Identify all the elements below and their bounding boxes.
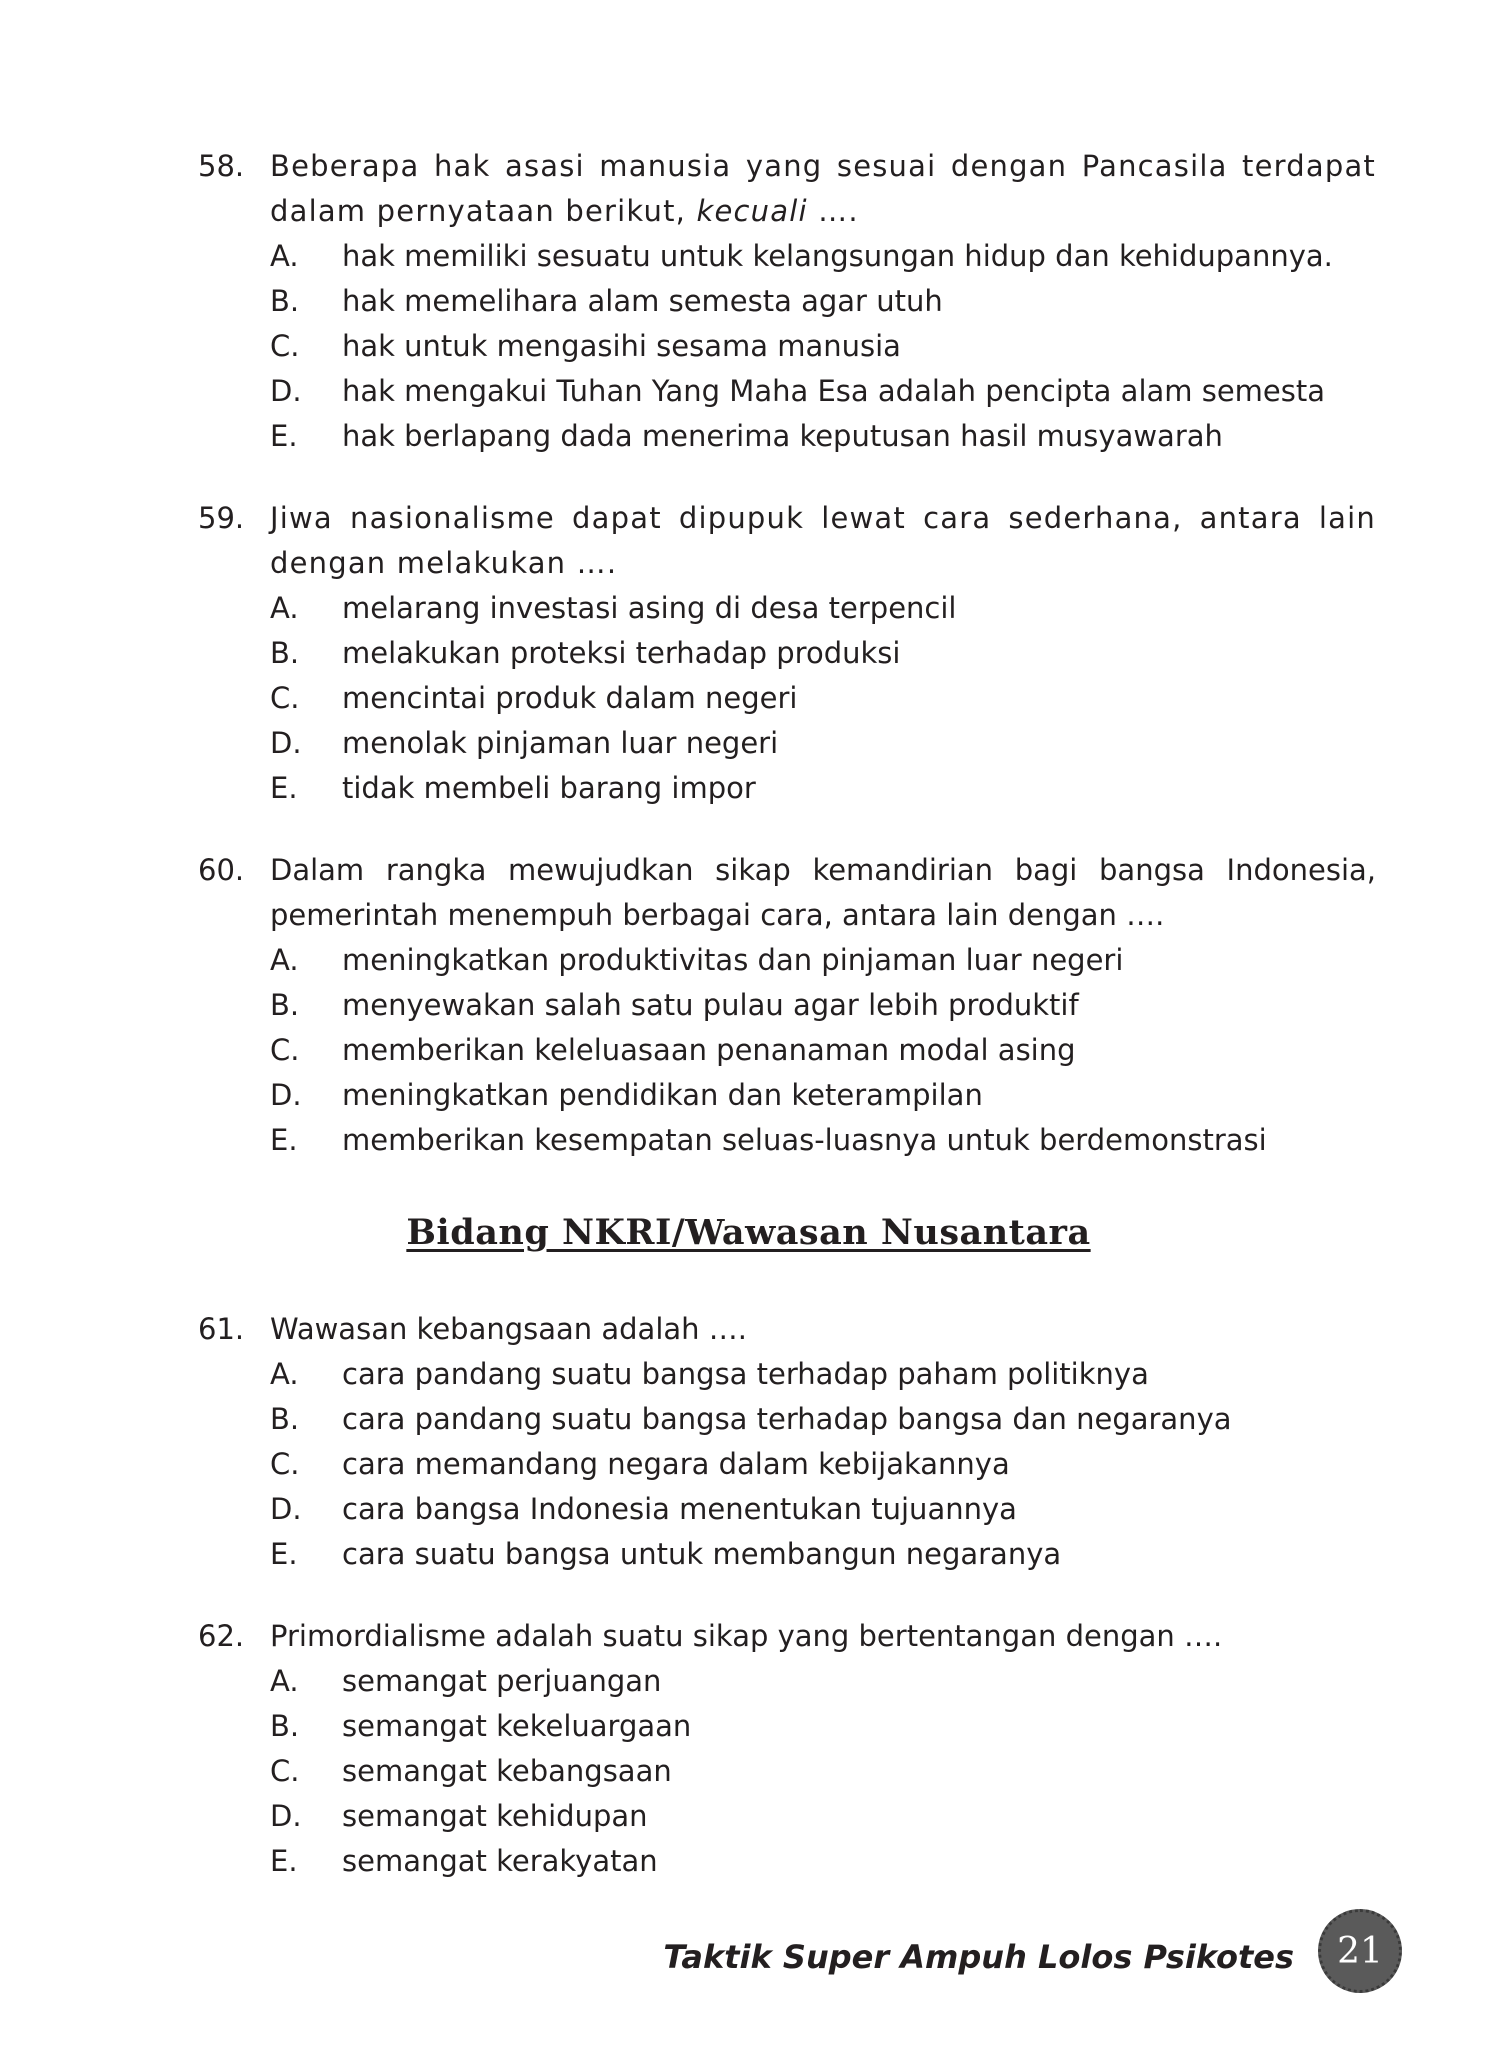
question-number: 58. — [198, 149, 245, 183]
option-letter: B. — [270, 1709, 300, 1743]
option-a — [270, 234, 1376, 279]
option-letter: B. — [270, 284, 300, 318]
option-text: tidak membeli barang impor — [342, 771, 756, 805]
option-e — [270, 1532, 1376, 1577]
option-letter: C. — [270, 1754, 300, 1788]
option-text: semangat kehidupan — [342, 1799, 648, 1833]
option-a — [270, 586, 1376, 631]
option-text: hak berlapang dada menerima keputusan hasil musyawarah — [342, 419, 1223, 453]
option-letter: C. — [270, 1033, 300, 1067]
option-letter: C. — [270, 329, 300, 363]
option-d — [270, 1073, 1376, 1118]
option-letter: C. — [270, 681, 300, 715]
question-number: 60. — [198, 853, 245, 887]
question-stem-emphasis: kecuali — [696, 194, 808, 228]
option-text: memberikan kesempatan seluas-luasnya untuk berdemonstrasi — [342, 1123, 1267, 1157]
option-b — [270, 1704, 1376, 1749]
option-text: memberikan keleluasaan penanaman modal asing — [342, 1033, 1076, 1067]
option-text: hak mengakui Tuhan Yang Maha Esa adalah pencipta alam semesta — [342, 374, 1326, 408]
option-text: mencintai produk dalam negeri — [342, 681, 798, 715]
option-letter: A. — [270, 591, 299, 625]
option-text: cara suatu bangsa untuk membangun negaranya — [342, 1537, 1062, 1571]
option-letter: E. — [270, 771, 298, 805]
option-text: hak memiliki sesuatu untuk kelangsungan hidup dan kehidupannya. — [342, 239, 1333, 273]
option-text: semangat perjuangan — [342, 1664, 662, 1698]
question-59 — [198, 496, 1376, 811]
option-c — [270, 1028, 1376, 1073]
option-a — [270, 1659, 1376, 1704]
option-text: hak untuk mengasihi sesama manusia — [342, 329, 901, 363]
question-number: 59. — [198, 501, 245, 535]
question-stem-ellipsis: …. — [807, 194, 859, 228]
option-a — [270, 938, 1376, 983]
page-number: 21 — [1337, 1930, 1383, 1972]
option-c — [270, 1749, 1376, 1794]
option-text: melakukan proteksi terhadap produksi — [342, 636, 901, 670]
option-letter: D. — [270, 1799, 302, 1833]
option-list — [270, 586, 1376, 811]
option-letter: D. — [270, 1492, 302, 1526]
option-e — [270, 414, 1376, 459]
option-text: menyewakan salah satu pulau agar lebih produktif — [342, 988, 1079, 1022]
option-text: hak memelihara alam semesta agar utuh — [342, 284, 943, 318]
option-list — [270, 1352, 1376, 1577]
option-b — [270, 983, 1376, 1028]
option-d — [270, 369, 1376, 414]
question-62 — [198, 1614, 1376, 1884]
option-letter: D. — [270, 726, 302, 760]
option-text: menolak pinjaman luar negeri — [342, 726, 779, 760]
option-letter: D. — [270, 1078, 302, 1112]
option-letter: E. — [270, 1537, 298, 1571]
question-stem — [270, 144, 1376, 234]
option-letter: D. — [270, 374, 302, 408]
option-letter: A. — [270, 1664, 299, 1698]
option-c — [270, 676, 1376, 721]
option-letter: C. — [270, 1447, 300, 1481]
option-text: semangat kerakyatan — [342, 1844, 658, 1878]
footer-book-title: Taktik Super Ampuh Lolos Psikotes — [663, 1938, 1294, 1976]
question-stem: Wawasan kebangsaan adalah …. — [270, 1312, 747, 1346]
option-a — [270, 1352, 1376, 1397]
option-text: melarang investasi asing di desa terpencil — [342, 591, 957, 625]
question-stem: Jiwa nasionalisme dapat dipupuk lewat cara sederhana, antara lain dengan melakukan …. — [270, 501, 1376, 580]
option-b — [270, 279, 1376, 324]
option-text: cara memandang negara dalam kebijakannya — [342, 1447, 1010, 1481]
option-list — [270, 1659, 1376, 1884]
option-text: cara pandang suatu bangsa terhadap bangsa dan negaranya — [342, 1402, 1232, 1436]
section-heading: Bidang NKRI/Wawasan Nusantara — [406, 1212, 1091, 1253]
question-58 — [198, 144, 1376, 459]
page-number-badge — [1318, 1909, 1402, 1993]
option-text: meningkatkan produktivitas dan pinjaman luar negeri — [342, 943, 1124, 977]
option-list — [270, 938, 1376, 1163]
option-letter: A. — [270, 943, 299, 977]
question-stem: Dalam rangka mewujudkan sikap kemandirian bagi bangsa Indonesia, pemerintah menempuh berbagai cara, antara lain dengan …. — [270, 853, 1376, 932]
option-d — [270, 721, 1376, 766]
question-60 — [198, 848, 1376, 1163]
option-letter: E. — [270, 1123, 298, 1157]
option-d — [270, 1487, 1376, 1532]
question-61 — [198, 1307, 1376, 1577]
question-number: 61. — [198, 1312, 245, 1346]
option-b — [270, 1397, 1376, 1442]
option-e — [270, 1118, 1376, 1163]
option-c — [270, 324, 1376, 369]
option-letter: B. — [270, 636, 300, 670]
option-letter: A. — [270, 1357, 299, 1391]
option-text: semangat kebangsaan — [342, 1754, 672, 1788]
option-text: cara bangsa Indonesia menentukan tujuannya — [342, 1492, 1017, 1526]
option-letter: B. — [270, 988, 300, 1022]
option-letter: A. — [270, 239, 299, 273]
question-stem-text: Beberapa hak asasi manusia yang sesuai dengan Pancasila terdapat dalam pernyataan berikut, — [270, 149, 1376, 228]
option-text: meningkatkan pendidikan dan keterampilan — [342, 1078, 983, 1112]
option-list — [270, 234, 1376, 459]
option-text: cara pandang suatu bangsa terhadap paham politiknya — [342, 1357, 1149, 1391]
option-d — [270, 1794, 1376, 1839]
question-number: 62. — [198, 1619, 245, 1653]
option-e — [270, 766, 1376, 811]
option-c — [270, 1442, 1376, 1487]
option-letter: E. — [270, 419, 298, 453]
question-stem: Primordialisme adalah suatu sikap yang bertentangan dengan …. — [270, 1619, 1223, 1653]
option-letter: B. — [270, 1402, 300, 1436]
option-letter: E. — [270, 1844, 298, 1878]
option-text: semangat kekeluargaan — [342, 1709, 692, 1743]
option-b — [270, 631, 1376, 676]
option-e — [270, 1839, 1376, 1884]
